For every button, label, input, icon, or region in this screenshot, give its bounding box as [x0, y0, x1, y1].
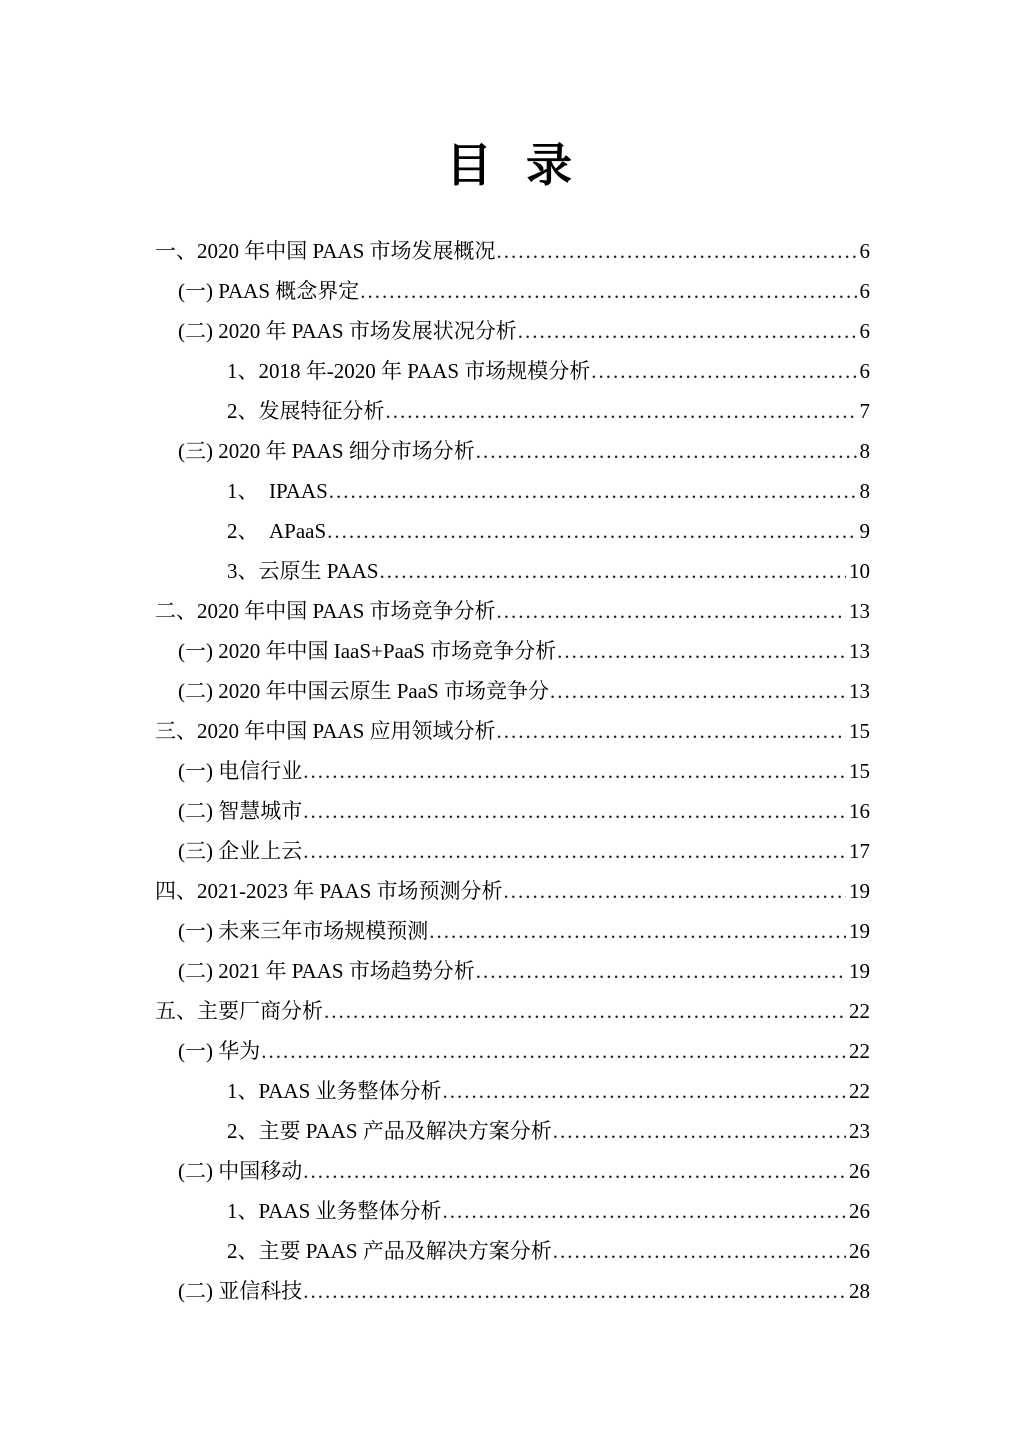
toc-entry-label: (一) 华为 — [178, 1039, 261, 1063]
dot-leader — [553, 1231, 846, 1271]
toc-entry-label: 二、2020 年中国 PAAS 市场竞争分析 — [155, 599, 496, 623]
toc-entry — [178, 791, 870, 831]
toc-entry-page: 6 — [859, 239, 870, 263]
dot-leader — [443, 1071, 846, 1111]
toc-entry-label: (二) 2020 年 PAAS 市场发展状况分析 — [178, 319, 517, 343]
toc-entry — [227, 351, 870, 391]
toc-entry-label: 2、 APaaS — [227, 519, 327, 543]
dot-leader — [476, 951, 846, 991]
dot-leader — [591, 351, 856, 391]
dot-leader — [303, 1151, 846, 1191]
dot-leader — [261, 1031, 846, 1071]
toc-entry-label: (三) 企业上云 — [178, 839, 303, 863]
toc-entry-label: 2、发展特征分析 — [227, 399, 385, 423]
dot-leader — [303, 831, 846, 871]
page-title: 目 录 — [445, 138, 573, 192]
toc-entry-label: (二) 2020 年中国云原生 PaaS 市场竞争分 — [178, 679, 549, 703]
toc-entry-page: 17 — [849, 839, 870, 863]
toc-entry-label: (一) 电信行业 — [178, 759, 303, 783]
toc-entry-page: 15 — [849, 759, 870, 783]
dot-leader — [497, 231, 857, 271]
dot-leader — [380, 551, 846, 591]
toc-entry — [227, 1111, 870, 1151]
toc-entry-label: 五、主要厂商分析 — [155, 999, 323, 1023]
dot-leader — [553, 1111, 846, 1151]
toc-entry-label: 1、2018 年-2020 年 PAAS 市场规模分析 — [227, 359, 591, 383]
toc-entry-label: (二) 2021 年 PAAS 市场趋势分析 — [178, 959, 475, 983]
toc-entry — [227, 1071, 870, 1111]
toc-entry-page: 26 — [849, 1239, 870, 1263]
dot-leader — [557, 631, 846, 671]
toc-entry-label: 一、2020 年中国 PAAS 市场发展概况 — [155, 239, 496, 263]
toc-entry-label: 四、2021-2023 年 PAAS 市场预测分析 — [155, 879, 503, 903]
dot-leader — [386, 391, 857, 431]
dot-leader — [324, 991, 846, 1031]
toc-entry — [178, 631, 870, 671]
toc-entry-page: 19 — [849, 919, 870, 943]
toc-entry-page: 22 — [849, 1039, 870, 1063]
toc-entry-page: 7 — [859, 399, 870, 423]
toc-entry — [155, 871, 870, 911]
dot-leader — [429, 911, 846, 951]
toc-entry-page: 28 — [849, 1279, 870, 1303]
toc-entry — [227, 1231, 870, 1271]
toc-entry — [178, 1151, 870, 1191]
toc-entry — [227, 391, 870, 431]
toc-entry-page: 22 — [849, 1079, 870, 1103]
dot-leader — [327, 511, 856, 551]
toc-entry-page: 13 — [849, 599, 870, 623]
toc-entry — [155, 231, 870, 271]
toc-entry — [178, 671, 870, 711]
toc-entry — [227, 471, 870, 511]
toc-entry-page: 26 — [849, 1199, 870, 1223]
dot-leader — [329, 471, 857, 511]
toc-list — [0, 231, 1019, 1311]
toc-entry-page: 9 — [859, 519, 870, 543]
toc-entry-label: 3、云原生 PAAS — [227, 559, 379, 583]
toc-entry-label: (二) 智慧城市 — [178, 799, 303, 823]
toc-entry-label: 1、 IPAAS — [227, 479, 328, 503]
toc-entry — [178, 271, 870, 311]
toc-entry — [178, 751, 870, 791]
toc-entry — [178, 431, 870, 471]
toc-entry-page: 8 — [859, 439, 870, 463]
toc-entry — [178, 911, 870, 951]
toc-entry-page: 19 — [849, 879, 870, 903]
toc-entry-page: 10 — [849, 559, 870, 583]
toc-entry — [155, 591, 870, 631]
dot-leader — [303, 1271, 846, 1311]
toc-entry-label: (一) 未来三年市场规模预测 — [178, 919, 429, 943]
toc-entry — [227, 511, 870, 551]
toc-entry-label: 1、PAAS 业务整体分析 — [227, 1079, 442, 1103]
toc-entry-label: 1、PAAS 业务整体分析 — [227, 1199, 442, 1223]
toc-entry — [227, 551, 870, 591]
toc-entry-label: (二) 中国移动 — [178, 1159, 303, 1183]
dot-leader — [518, 311, 857, 351]
toc-entry-page: 22 — [849, 999, 870, 1023]
toc-entry-label: 三、2020 年中国 PAAS 应用领域分析 — [155, 719, 496, 743]
toc-entry-page: 16 — [849, 799, 870, 823]
toc-entry-page: 19 — [849, 959, 870, 983]
toc-entry-page: 26 — [849, 1159, 870, 1183]
toc-entry-label: 2、主要 PAAS 产品及解决方案分析 — [227, 1119, 552, 1143]
toc-entry-label: (一) PAAS 概念界定 — [178, 279, 360, 303]
toc-entry-page: 6 — [859, 319, 870, 343]
toc-entry-page: 15 — [849, 719, 870, 743]
toc-entry-label: (一) 2020 年中国 IaaS+PaaS 市场竞争分析 — [178, 639, 557, 663]
dot-leader — [443, 1191, 846, 1231]
toc-entry-page: 13 — [849, 679, 870, 703]
toc-entry — [227, 1191, 870, 1231]
toc-entry — [178, 311, 870, 351]
dot-leader — [476, 431, 857, 471]
toc-entry — [178, 951, 870, 991]
toc-entry-page: 6 — [859, 359, 870, 383]
toc-entry — [178, 1271, 870, 1311]
dot-leader — [497, 711, 846, 751]
toc-entry-page: 8 — [859, 479, 870, 503]
dot-leader — [303, 751, 846, 791]
toc-entry-label: (三) 2020 年 PAAS 细分市场分析 — [178, 439, 475, 463]
toc-entry-page: 13 — [849, 639, 870, 663]
toc-entry — [178, 1031, 870, 1071]
toc-entry-page: 23 — [849, 1119, 870, 1143]
dot-leader — [497, 591, 846, 631]
dot-leader — [303, 791, 846, 831]
toc-entry — [155, 711, 870, 751]
toc-entry-page: 6 — [859, 279, 870, 303]
toc-entry-label: (二) 亚信科技 — [178, 1279, 303, 1303]
dot-leader — [360, 271, 856, 311]
toc-entry — [155, 991, 870, 1031]
toc-entry — [178, 831, 870, 871]
toc-entry-label: 2、主要 PAAS 产品及解决方案分析 — [227, 1239, 552, 1263]
dot-leader — [550, 671, 846, 711]
dot-leader — [504, 871, 846, 911]
